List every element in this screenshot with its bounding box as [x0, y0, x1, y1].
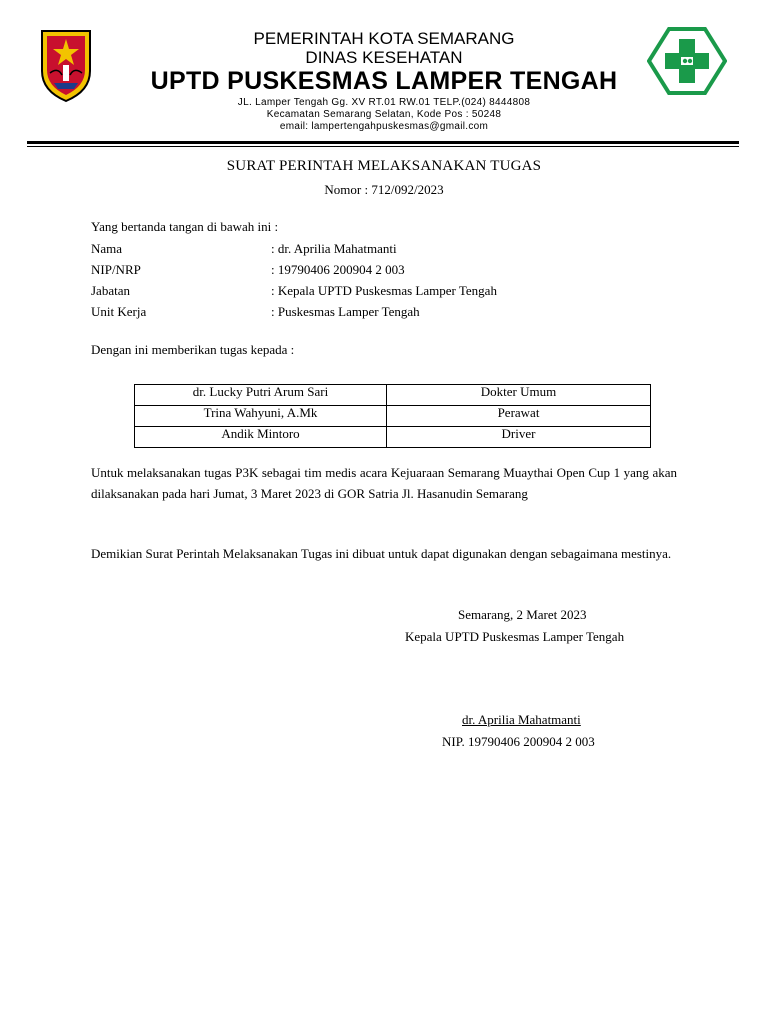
letter-number: Nomor : 712/092/2023 — [324, 182, 444, 197]
field-label-nip: NIP/NRP — [91, 262, 141, 277]
signature-name: dr. Aprilia Mahatmanti — [462, 712, 581, 727]
field-value-nama: : dr. Aprilia Mahatmanti — [271, 241, 397, 256]
field-label-jabatan: Jabatan — [91, 283, 130, 298]
signature-nip: NIP. 19790406 200904 2 003 — [442, 734, 595, 749]
assignment-intro: Dengan ini memberikan tugas kepada : — [91, 342, 295, 357]
field-value-jabatan: : Kepala UPTD Puskesmas Lamper Tengah — [271, 283, 497, 298]
team-member-role: Perawat — [387, 406, 651, 427]
signature-place-date: Semarang, 2 Maret 2023 — [458, 607, 587, 622]
signer-intro: Yang bertanda tangan di bawah ini : — [91, 219, 279, 234]
department-name: DINAS KESEHATAN — [305, 48, 463, 67]
puskesmas-green-cross-icon — [647, 27, 727, 95]
field-value-unit-kerja: : Puskesmas Lamper Tengah — [271, 304, 420, 319]
address-district: Kecamatan Semarang Selatan, Kode Pos : 50248 — [266, 109, 502, 120]
closing-paragraph: Demikian Surat Perintah Melaksanakan Tugas ini dibuat untuk dapat digunakan dengan sebagaimana mestinya. — [91, 546, 672, 561]
table-row — [135, 427, 651, 448]
signature-role: Kepala UPTD Puskesmas Lamper Tengah — [405, 629, 625, 644]
team-member-role: Dokter Umum — [387, 385, 651, 406]
field-label-unit-kerja: Unit Kerja — [91, 304, 147, 319]
table-row — [135, 385, 651, 406]
address-street: JL. Lamper Tengah Gg. XV RT.01 RW.01 TELP.(024) 8444808 — [237, 97, 531, 108]
institution-name: UPTD PUSKESMAS LAMPER TENGAH — [150, 67, 618, 95]
address-email: email: lampertengahpuskesmas@gmail.com — [279, 121, 489, 132]
letter-title: SURAT PERINTAH MELAKSANAKAN TUGAS — [226, 158, 542, 174]
team-member-role: Driver — [387, 427, 651, 448]
letterhead-divider-thin — [27, 146, 739, 147]
team-member-name: dr. Lucky Putri Arum Sari — [135, 385, 387, 406]
government-name: PEMERINTAH KOTA SEMARANG — [253, 29, 515, 48]
team-member-name: Trina Wahyuni, A.Mk — [135, 406, 387, 427]
team-table — [134, 384, 651, 448]
letterhead-divider-thick — [27, 141, 739, 144]
field-label-nama: Nama — [91, 241, 123, 256]
field-value-nip: : 19790406 200904 2 003 — [271, 262, 405, 277]
purpose-paragraph: Untuk melaksanakan tugas P3K sebagai tim medis acara Kejuaraan Semarang Muaythai Open Cup 1 yang akan dilaksanakan pada hari Jumat, 3 Maret 2023 di GOR Satria Jl. Hasanudin Semarang — [91, 465, 677, 501]
table-row — [135, 406, 651, 427]
team-member-name: Andik Mintoro — [135, 427, 387, 448]
